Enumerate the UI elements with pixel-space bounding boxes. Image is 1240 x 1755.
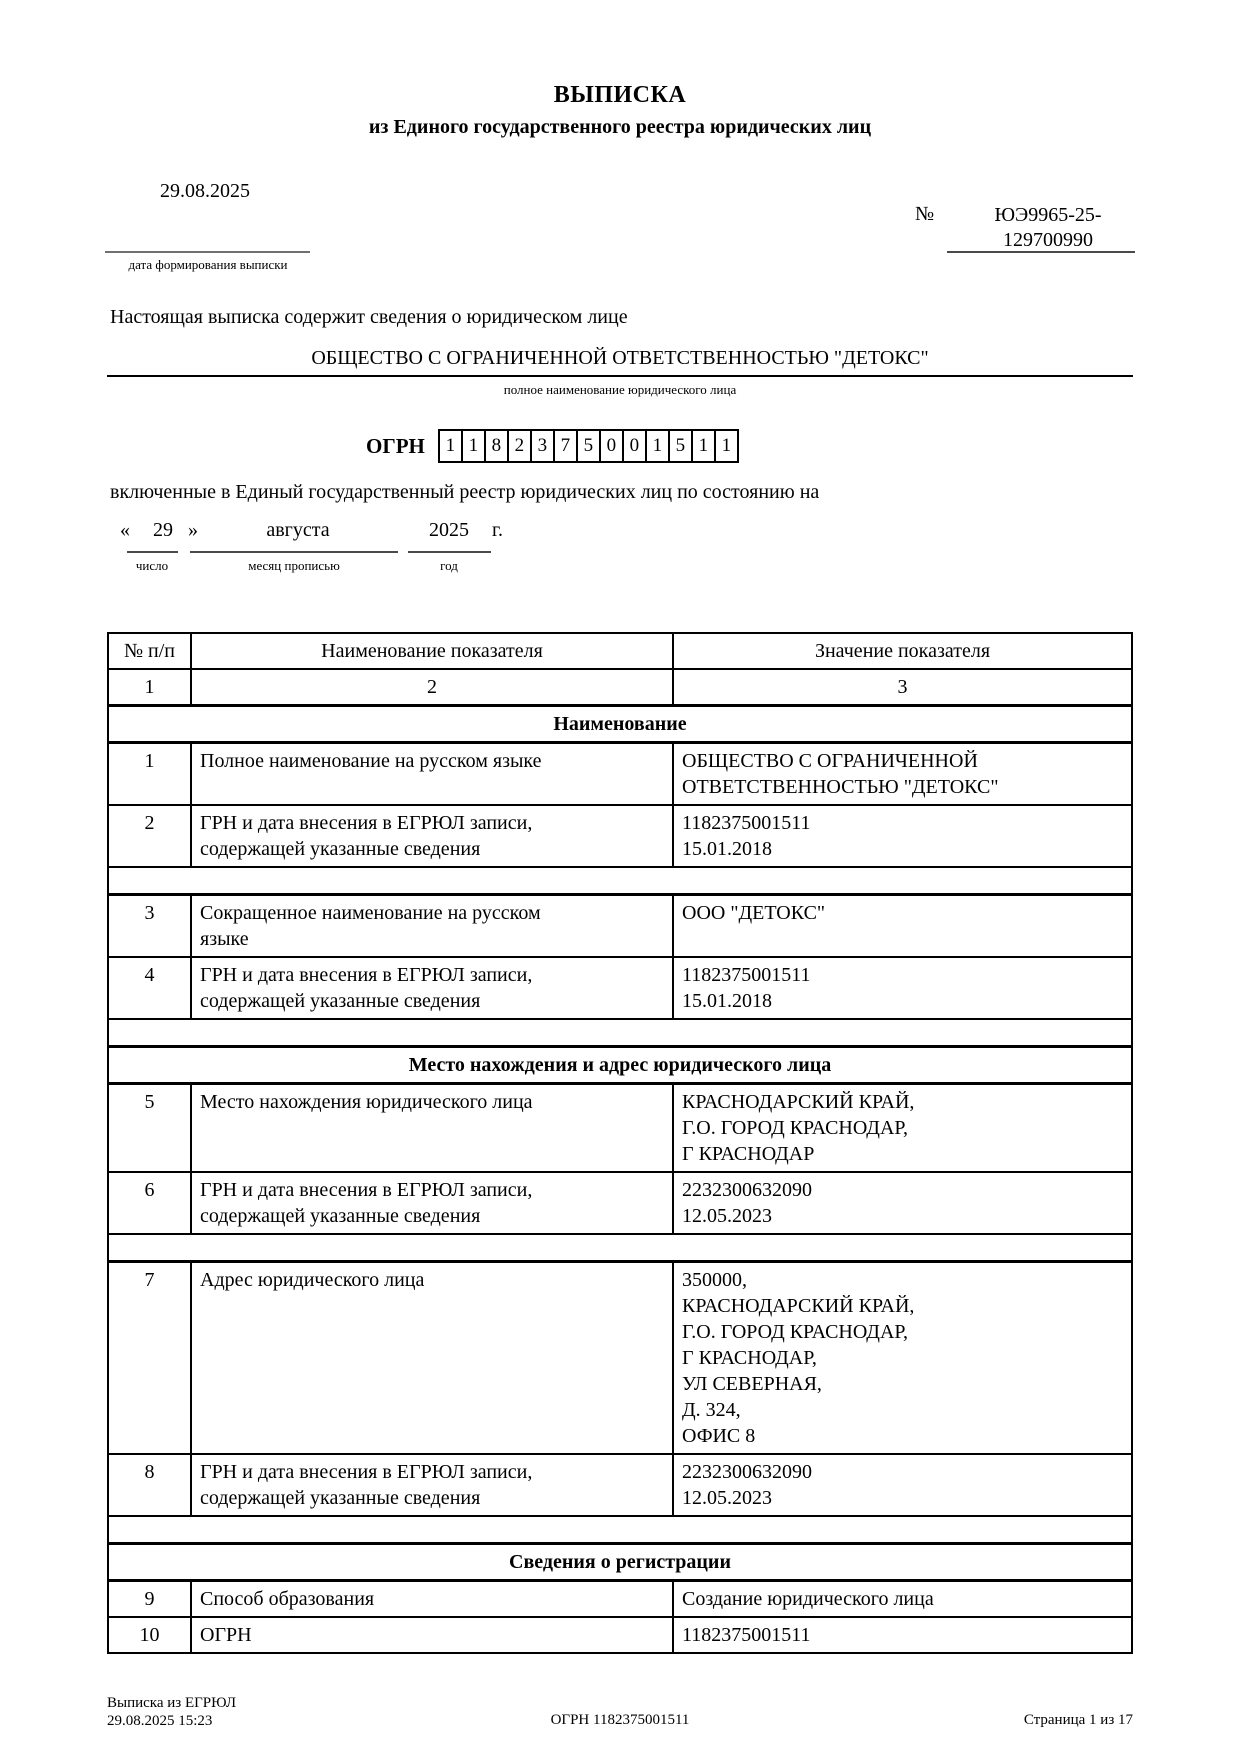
- row-value-line: 2232300632090: [682, 1461, 812, 1483]
- row-number: 2: [144, 812, 155, 834]
- row-value: [672, 744, 1131, 804]
- footer-datetime: 29.08.2025 15:23: [107, 1713, 213, 1729]
- ogrn-digit-box: 1: [438, 429, 463, 463]
- row-value-line: Г КРАСНОДАР,: [682, 1347, 817, 1369]
- table-row: [109, 1453, 1131, 1515]
- table-column-numbers-row: [109, 668, 1131, 704]
- extract-number-line: 129700990: [1003, 229, 1093, 251]
- table-row: [109, 804, 1131, 866]
- row-value-line: УЛ СЕВЕРНАЯ,: [682, 1373, 822, 1395]
- details-table: [107, 632, 1133, 1654]
- row-name-line: Адрес юридического лица: [200, 1269, 425, 1291]
- asof-month-caption: месяц прописью: [248, 558, 340, 573]
- column-number: 1: [144, 676, 155, 698]
- header-col-num: № п/п: [123, 640, 176, 662]
- row-value-line: 1182375001511: [682, 812, 811, 834]
- column-number: 3: [672, 670, 1131, 704]
- row-value-line: 1182375001511: [682, 1624, 811, 1646]
- section-row-location: [109, 1045, 1131, 1082]
- ogrn-digit-box: 8: [484, 429, 509, 463]
- row-number: 3: [144, 902, 155, 924]
- table-row: [109, 893, 1131, 956]
- asof-day: 29: [153, 519, 173, 541]
- ogrn-digit-box: 1: [691, 429, 716, 463]
- row-number: 7: [144, 1269, 155, 1291]
- included-text: включенные в Единый государственный реестр юридических лиц по состоянию на: [110, 481, 820, 503]
- asof-day-underline: [127, 551, 178, 553]
- formation-date-caption: дата формирования выписки: [128, 257, 288, 272]
- row-name-line: содержащей указанные сведения: [200, 1205, 481, 1227]
- row-name: [190, 1618, 672, 1652]
- ogrn-digit-box: 0: [622, 429, 647, 463]
- ogrn-digit-box: 3: [530, 429, 555, 463]
- row-value-line: ОБЩЕСТВО С ОГРАНИЧЕННОЙ: [682, 750, 978, 772]
- row-value: [672, 806, 1131, 866]
- asof-year-caption: год: [440, 558, 458, 573]
- asof-year-suffix: г.: [492, 519, 503, 541]
- row-value-line: 350000,: [682, 1269, 747, 1291]
- section-row-name: [109, 704, 1131, 741]
- footer-doc-type: Выписка из ЕГРЮЛ: [107, 1695, 236, 1711]
- row-name: [190, 896, 672, 956]
- table-row: [109, 1082, 1131, 1171]
- row-value-line: 12.05.2023: [682, 1205, 772, 1227]
- header-col-name: Наименование показателя: [190, 634, 672, 668]
- table-row: [109, 1616, 1131, 1652]
- row-value: [672, 1085, 1131, 1171]
- row-number: 8: [144, 1461, 155, 1483]
- asof-month: августа: [266, 519, 330, 541]
- row-number: 5: [144, 1091, 155, 1113]
- asof-month-underline: [190, 551, 398, 553]
- row-name-line: ГРН и дата внесения в ЕГРЮЛ записи,: [200, 812, 533, 834]
- footer-page-number: Страница 1 из 17: [1023, 1712, 1133, 1728]
- row-value: [672, 896, 1131, 956]
- table-row: [109, 956, 1131, 1018]
- section-title: Сведения о регистрации: [509, 1551, 731, 1573]
- ogrn-digit-boxes: [438, 429, 739, 463]
- ogrn-digit-box: 0: [599, 429, 624, 463]
- footer-ogrn: ОГРН 1182375001511: [550, 1712, 690, 1728]
- ogrn-digit-box: 7: [553, 429, 578, 463]
- ogrn-digit-box: 1: [714, 429, 739, 463]
- row-value-line: ООО "ДЕТОКС": [682, 902, 826, 924]
- company-name-underline: [107, 375, 1133, 377]
- row-name: [190, 958, 672, 1018]
- document-title: ВЫПИСКА: [553, 82, 687, 108]
- row-value-line: 1182375001511: [682, 964, 811, 986]
- table-row: [109, 1171, 1131, 1233]
- row-value: [672, 1263, 1131, 1453]
- extract-number-underline: [947, 251, 1135, 253]
- row-name: [190, 1455, 672, 1515]
- table-spacer-row: [109, 1018, 1131, 1045]
- ogrn-digit-box: 5: [668, 429, 693, 463]
- header-col-value: Значение показателя: [672, 634, 1131, 668]
- ogrn-label: ОГРН: [366, 433, 425, 458]
- row-name-line: содержащей указанные сведения: [200, 1487, 481, 1509]
- row-name-line: содержащей указанные сведения: [200, 838, 481, 860]
- section-title: Место нахождения и адрес юридического лица: [408, 1054, 832, 1076]
- asof-quote-open: «: [120, 519, 130, 541]
- row-name-line: ОГРН: [200, 1624, 252, 1646]
- asof-day-caption: число: [135, 558, 169, 573]
- table-row: [109, 741, 1131, 804]
- row-value: [672, 958, 1131, 1018]
- row-value-line: 15.01.2018: [682, 838, 772, 860]
- row-value-line: Г.О. ГОРОД КРАСНОДАР,: [682, 1117, 909, 1139]
- row-name-line: Полное наименование на русском языке: [200, 750, 542, 772]
- company-full-name: ОБЩЕСТВО С ОГРАНИЧЕННОЙ ОТВЕТСТВЕННОСТЬЮ "ДЕТОКС": [311, 347, 929, 369]
- table-spacer-row: [109, 1233, 1131, 1260]
- section-title: Наименование: [553, 713, 687, 735]
- table-row: [109, 1579, 1131, 1616]
- section-row-registration: [109, 1542, 1131, 1579]
- table-spacer-row: [109, 866, 1131, 893]
- row-name-line: ГРН и дата внесения в ЕГРЮЛ записи,: [200, 1179, 533, 1201]
- formation-date: 29.08.2025: [160, 180, 250, 202]
- formation-date-underline: [105, 251, 310, 253]
- extract-number-sign: №: [915, 203, 935, 225]
- row-value: [672, 1618, 1131, 1652]
- row-number: 6: [144, 1179, 155, 1201]
- row-number: 10: [139, 1624, 160, 1646]
- row-name: [190, 1582, 672, 1616]
- row-name: [190, 1173, 672, 1233]
- asof-year: 2025: [429, 519, 469, 541]
- table-header-row: [109, 634, 1131, 668]
- row-name-line: языке: [200, 928, 249, 950]
- row-name-line: Место нахождения юридического лица: [200, 1091, 533, 1113]
- intro-text: Настоящая выписка содержит сведения о юридическом лице: [110, 306, 628, 328]
- ogrn-digit-box: 2: [507, 429, 532, 463]
- row-value-line: 15.01.2018: [682, 990, 772, 1012]
- row-number: 1: [144, 750, 155, 772]
- row-value-line: ОФИС 8: [682, 1425, 756, 1447]
- row-value-line: КРАСНОДАРСКИЙ КРАЙ,: [682, 1295, 915, 1317]
- row-name-line: ГРН и дата внесения в ЕГРЮЛ записи,: [200, 1461, 533, 1483]
- extract-number: [960, 203, 1136, 253]
- row-value-line: Г.О. ГОРОД КРАСНОДАР,: [682, 1321, 909, 1343]
- table-spacer-row: [109, 1515, 1131, 1542]
- row-name: [190, 1085, 672, 1171]
- row-name-line: ГРН и дата внесения в ЕГРЮЛ записи,: [200, 964, 533, 986]
- row-number: 9: [144, 1588, 155, 1610]
- ogrn-digit-box: 5: [576, 429, 601, 463]
- row-name: [190, 744, 672, 804]
- row-value: [672, 1173, 1131, 1233]
- ogrn-digit-box: 1: [645, 429, 670, 463]
- row-value-line: Г КРАСНОДАР: [682, 1143, 815, 1165]
- row-value-line: 2232300632090: [682, 1179, 812, 1201]
- row-value: [672, 1582, 1131, 1616]
- row-name: [190, 806, 672, 866]
- asof-year-underline: [408, 551, 491, 553]
- row-name: [190, 1263, 672, 1453]
- row-name-line: Сокращенное наименование на русском: [200, 902, 541, 924]
- row-value-line: ОТВЕТСТВЕННОСТЬЮ "ДЕТОКС": [682, 776, 999, 798]
- document-subtitle: из Единого государственного реестра юридических лиц: [368, 116, 872, 138]
- column-number: 2: [190, 670, 672, 704]
- row-name-line: содержащей указанные сведения: [200, 990, 481, 1012]
- row-value: [672, 1455, 1131, 1515]
- company-name-caption: полное наименование юридического лица: [503, 382, 737, 397]
- row-number: 4: [144, 964, 155, 986]
- row-value-line: 12.05.2023: [682, 1487, 772, 1509]
- ogrn-row: [366, 429, 739, 463]
- extract-number-line: ЮЭ9965-25-: [994, 204, 1102, 226]
- row-value-line: Создание юридического лица: [682, 1588, 934, 1610]
- asof-quote-close: »: [188, 519, 198, 541]
- table-row: [109, 1260, 1131, 1453]
- row-name-line: Способ образования: [200, 1588, 375, 1610]
- ogrn-digit-box: 1: [461, 429, 486, 463]
- row-value-line: КРАСНОДАРСКИЙ КРАЙ,: [682, 1091, 915, 1113]
- row-value-line: Д. 324,: [682, 1399, 741, 1421]
